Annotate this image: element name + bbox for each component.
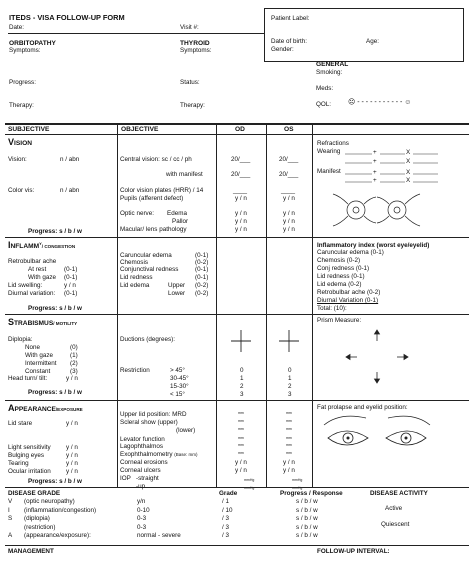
diurnal-variation: Diurnal variation: [8,290,56,297]
thyroid-heading: THYROID [180,40,210,47]
od-restriction-3[interactable]: 3 [240,391,244,398]
wearing-label: Wearing [317,148,341,155]
pupils-od[interactable]: y / n [235,195,247,202]
plus-sign: + [373,177,377,184]
grade-score[interactable]: / 1 [222,498,230,505]
grade-score[interactable]: / 3 [222,515,230,522]
gender-field[interactable]: Gender: [271,46,294,53]
x-sign: X [406,158,411,165]
pupils-os[interactable]: y / n [283,195,295,202]
vision-progress[interactable]: Progress: s / b / w [28,228,82,235]
thyroid-status[interactable]: Status: [180,79,200,86]
lid-stare: Lid stare [8,420,33,427]
caruncular-range: (0-1) [195,252,209,259]
corneal-erosions: Corneal erosions [120,459,168,466]
os-restriction-1[interactable]: 1 [288,375,292,382]
inflammatory-progress[interactable]: Progress: s / b / w [28,305,82,312]
age-field[interactable]: Age: [366,38,379,45]
form-title: ITEDS - VISA FOLLOW-UP FORM [9,13,125,22]
index-row[interactable]: Diurnal Variation (0-1) [317,297,379,304]
diplopia-gaze-value[interactable]: (1) [70,352,78,359]
central-os[interactable]: 20/___ [279,156,299,163]
colorvis-label: Color vis: [8,187,35,194]
lid-swelling-value[interactable]: y / n [64,282,76,289]
grade-letter: S [8,515,13,522]
qol-scale[interactable]: ☹ - - - - - - - - - - - ☺ [348,99,412,106]
dob-field[interactable]: Date of birth: [271,38,308,45]
grade-progress[interactable]: s / b / w [296,523,318,531]
meds-field[interactable]: Meds: [316,85,334,92]
od-restriction-1[interactable]: 1 [240,375,244,382]
grade-desc: (inflammation/congestion) [24,506,97,514]
mm-unit: mm [286,419,292,423]
diurnal-value[interactable]: (0-1) [64,290,78,297]
grade-letter: A [8,532,13,539]
mm-unit: mm [286,451,292,455]
diplopia-none: None [25,344,41,351]
corneal-ulcers: Corneal ulcers [120,467,161,474]
caruncular-edema: Caruncular edema [120,252,172,259]
mm-unit: mm [286,436,292,440]
grade-letter: I [8,506,10,514]
patient-label[interactable]: Patient Label: [271,15,310,22]
upper-range: (0-2) [195,282,209,289]
bulging-value[interactable]: y / n [66,452,78,459]
diplopia-label: Diplopia: [8,336,33,343]
manifest-od[interactable]: 20/___ [231,171,251,178]
mm-unit: mm [286,411,292,415]
head-turn: Head turn/ tilt: [8,375,48,382]
smoking-field[interactable]: Smoking: [316,69,343,76]
refractions-label: Refractions [317,140,349,147]
ductions-label: Ductions (degrees): [120,336,175,343]
plus-sign: + [373,158,377,165]
corneal-erosions-od[interactable]: y / n [235,459,247,466]
lid-redness-range: (0-1) [195,274,209,281]
mm-unit: mm [238,451,244,455]
manifest-os[interactable]: 20/___ [279,171,299,178]
vision-label: Vision: [8,156,27,163]
os-restriction-2[interactable]: 2 [288,383,292,390]
col-os: OS [284,126,294,133]
ocular-value[interactable]: y / n [66,468,78,475]
visit-field[interactable]: Visit #: [180,24,199,31]
grade-desc: (optic neuropathy) [24,498,75,505]
os-restriction-3[interactable]: 3 [288,391,292,398]
ocular-irritation: Ocular irritation [8,468,51,475]
macular-os[interactable]: y / n [283,226,295,233]
upper-lid-position: Upper lid position: MRD [120,411,187,418]
lid-edema: Lid edema [120,282,150,289]
mm-unit: mm [238,436,244,440]
diplopia-constant: Constant [25,368,51,375]
mm-unit: mm [238,443,244,447]
pallor-os[interactable]: y / n [283,218,295,225]
diplopia-intermittent: Intermittent [25,360,57,367]
activity-active[interactable]: Active [385,505,403,512]
with-manifest: with manifest [166,171,203,178]
strabismus-heading: STRABISMUS/ MOTILITY [8,317,78,327]
progress-col: Progress / Response [280,490,343,497]
colorvis-value[interactable]: n / abn [60,187,80,194]
thyroid-symptoms[interactable]: Symptoms: [180,47,212,54]
tearing: Tearing [8,460,29,467]
index-row[interactable]: Conj redness (0-1) [317,265,370,272]
lid-swelling: Lid swelling: [8,282,43,289]
iop-straight: -straight [136,475,159,482]
plus-sign: + [373,169,377,176]
mm-unit: mm [286,427,292,431]
management-label: MANAGEMENT [8,548,54,555]
prism-measure: Prism Measure: [317,317,362,324]
col-subjective: SUBJECTIVE [8,126,50,133]
iop-label: IOP [120,475,131,482]
general-heading: GENERAL [316,61,349,68]
manifest-refraction-label: Manifest [317,168,341,175]
pallor-od[interactable]: y / n [235,218,247,225]
grade-score[interactable]: / 3 [222,532,230,539]
activity-quiescent[interactable]: Quiescent [381,521,410,528]
index-row[interactable]: Chemosis (0-2) [317,257,361,264]
chemosis: Chemosis [120,259,148,266]
grade-progress[interactable]: s / b / w [296,532,318,539]
os-restriction-0[interactable]: 0 [288,367,292,374]
upper-label: Upper [168,282,186,289]
od-restriction-2[interactable]: 2 [240,383,244,390]
index-row[interactable]: Lid redness (0-1) [317,273,365,280]
grade-col: Grade [219,490,238,497]
edema-label: Edema [167,210,187,217]
restriction-r4: < 15° [170,391,185,398]
grade-letter: V [8,498,13,505]
index-total[interactable]: Total: (10): [317,305,347,312]
grade-range: normal - severe [137,532,181,539]
light-sensitivity: Light sensitivity [8,444,51,451]
index-row[interactable]: Caruncular edema (0-1) [317,249,384,256]
retrobulbar-ache: Retrobulbar ache [8,258,57,265]
date-field[interactable]: Date: [9,24,25,31]
mmhg-unit: mmHg [244,486,255,490]
grade-range: 0-3 [137,523,147,531]
with-gaze: With gaze [28,274,56,281]
mmhg-unit: mmHg [244,478,255,482]
diplopia-none-value[interactable]: (0) [70,344,78,351]
chemosis-range: (0-2) [195,259,209,266]
exophthalmometry: Exophthalmometry (Base: mm) [120,451,198,458]
pallor-label: Pallor [172,218,189,225]
macular: Macular/ lens pathology [120,226,187,233]
central-od[interactable]: 20/___ [231,156,251,163]
qol-label: QOL: [316,101,332,108]
plus-sign: + [373,149,377,156]
corneal-ulcers-od[interactable]: y / n [235,467,247,474]
at-rest-value[interactable]: (0-1) [64,266,78,273]
edema-od[interactable]: y / n [235,210,247,217]
fat-prolapse-label: Fat prolapse and eyelid position: [317,404,408,411]
mmhg-unit: mmHg [292,486,303,490]
appearance-progress[interactable]: Progress: s / b / w [28,478,82,485]
thyroid-therapy[interactable]: Therapy: [180,102,205,109]
grade-progress[interactable]: s / b / w [296,498,318,505]
color-plates-os[interactable]: ____ [281,187,296,194]
at-rest: At rest [28,266,47,273]
orbitopathy-progress[interactable]: Progress: [9,79,36,86]
lid-stare-value[interactable]: y / n [66,420,78,427]
optic-nerve: Optic nerve: [120,210,154,217]
restriction-r2: 30-45° [170,375,189,382]
col-objective: OBJECTIVE [121,126,159,133]
inflammatory-heading: $INFLAMM^Y/$ CONGESTION [8,240,76,250]
x-sign: X [406,169,411,176]
orbitopathy-symptoms[interactable]: Symptoms: [9,47,41,54]
disease-grade-title: DISEASE GRADE [8,490,61,497]
edema-os[interactable]: y / n [283,210,295,217]
scleral-show: Scleral show (upper) [120,419,178,426]
x-sign: X [406,149,411,156]
corneal-erosions-os[interactable]: y / n [283,459,295,466]
with-gaze-value[interactable]: (0-1) [64,274,78,281]
iop-up: -up [136,483,146,490]
lid-redness: Lid redness [120,274,153,281]
grade-desc: (diplopia) [24,515,50,522]
od-restriction-0[interactable]: 0 [240,367,244,374]
strabismus-progress[interactable]: Progress: s / b / w [28,389,82,396]
x-sign: X [406,177,411,184]
head-turn-value[interactable]: y / n [66,375,78,382]
orbitopathy-therapy[interactable]: Therapy: [9,102,34,109]
conj-redness: Conjunctival redness [120,266,179,273]
mmhg-unit: mmHg [292,478,303,482]
conj-range: (0-1) [195,266,209,273]
grade-range: 0-3 [137,515,147,522]
mm-unit: mm [238,411,244,415]
restriction-r1: > 45° [170,367,185,374]
diplopia-gaze: With gaze [25,352,53,359]
scleral-lower: (lower) [176,427,196,434]
macular-od[interactable]: y / n [235,226,247,233]
appearance-heading: APPEARANCE/EXPOSURE [8,403,83,413]
lower-label: Lower [168,290,186,297]
orbitopathy-heading: ORBITOPATHY [9,40,56,47]
levator-function: Levator function [120,436,165,443]
mm-unit: mm [238,427,244,431]
inflammatory-index-title: Inflammatory index (worst eye/eyelid) [317,242,430,249]
grade-range: y/n [137,498,146,505]
grade-score[interactable]: / 3 [222,523,230,531]
lower-range: (0-2) [195,290,209,297]
color-plates: Color vision plates (HRR) / 14 [120,187,204,194]
mm-unit: mm [286,443,292,447]
activity-col: DISEASE ACTIVITY [370,490,428,497]
restriction-r3: 15-30° [170,383,189,390]
grade-score[interactable]: / 10 [222,506,233,514]
pupils: Pupils (afferent defect) [120,195,184,202]
grade-progress[interactable]: s / b / w [296,506,318,514]
index-row[interactable]: Retrobulbar ache (0-2) [317,289,381,296]
grade-progress[interactable]: s / b / w [296,515,318,522]
restriction-label: Restriction [120,367,150,374]
tearing-value[interactable]: y / n [66,460,78,467]
grade-desc: (appearance/exposure): [24,532,91,539]
diplopia-constant-value[interactable]: (3) [70,368,78,375]
mm-unit: mm [238,419,244,423]
followup-interval[interactable]: FOLLOW-UP INTERVAL: [317,548,390,555]
bulging-eyes: Bulging eyes [8,452,45,459]
grade-desc: (restriction) [24,523,56,531]
col-od: OD [235,126,245,133]
lagophthalmos: Lagophthalmos [120,443,164,450]
grade-range: 0-10 [137,506,150,514]
index-row[interactable]: Lid edema (0-2) [317,281,362,288]
light-sensitivity-value[interactable]: y / n [66,444,78,451]
corneal-ulcers-os[interactable]: y / n [283,467,295,474]
vision-value[interactable]: n / abn [60,156,80,163]
vision-heading: VISION [8,137,32,147]
diplopia-intermittent-value[interactable]: (2) [70,360,78,367]
central-vision[interactable]: Central vision: sc / cc / ph [120,156,192,163]
color-plates-od[interactable]: ____ [233,187,248,194]
